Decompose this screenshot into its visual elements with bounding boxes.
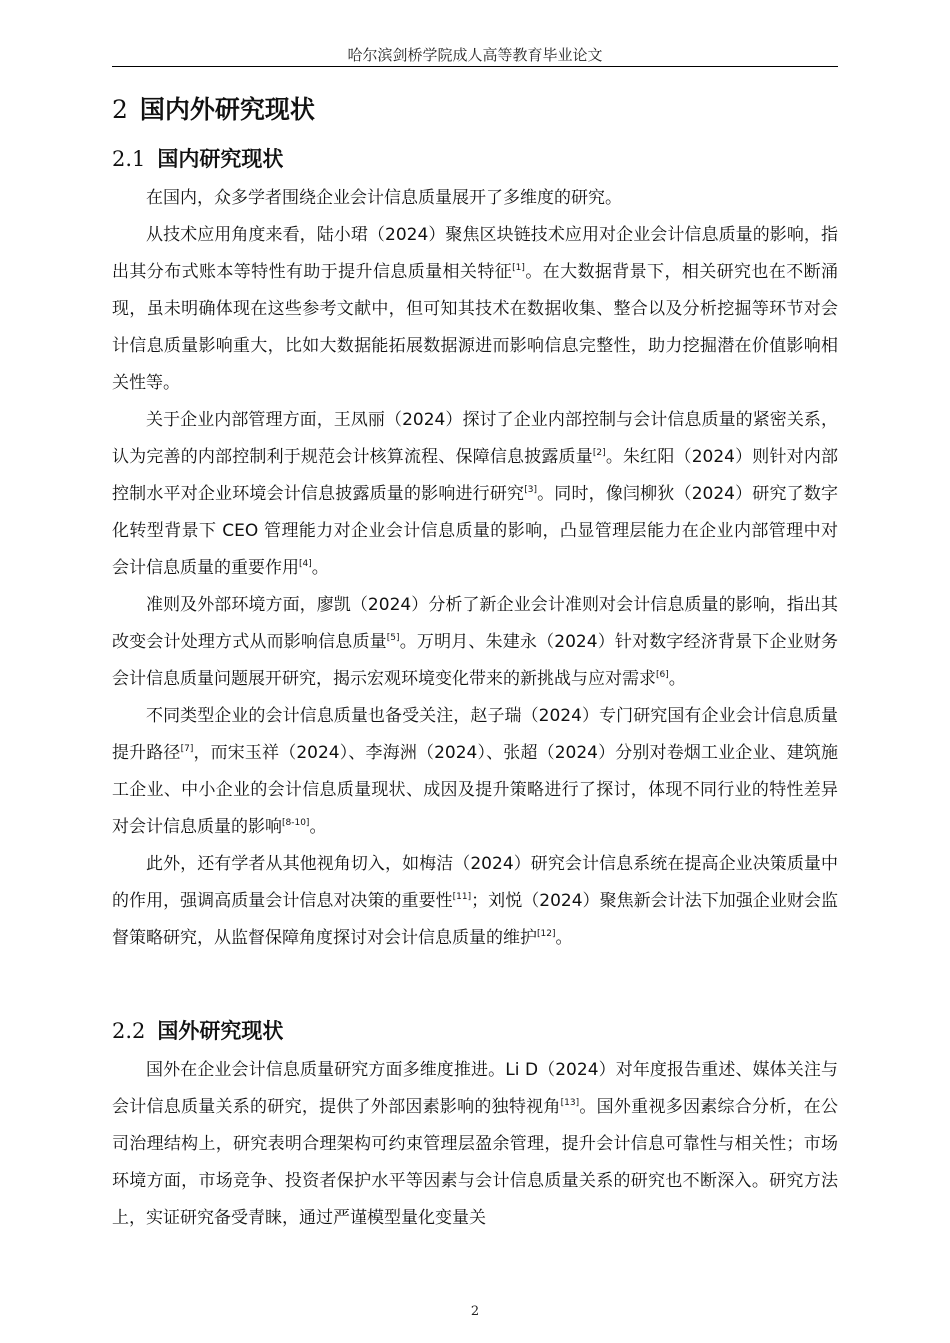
paragraph	[112, 1052, 838, 1237]
chapter-heading	[112, 90, 315, 126]
paragraph-text: 在国内，众多学者围绕企业会计信息质量展开了多维度的研究。	[146, 188, 622, 208]
citation: [5]	[386, 633, 400, 643]
paragraph	[112, 402, 838, 587]
page-number: 2	[470, 1304, 480, 1319]
citation: [12]	[537, 929, 556, 939]
section-body-foreign	[112, 1052, 838, 1237]
citation: [4]	[299, 559, 312, 569]
paragraph-text: 此外，还有学者从其他视角切入，如梅洁（2024）研究会计信息系统在提高企业决策质量中的作用，强调高质量会计信息对决策的重要性	[112, 854, 838, 911]
citation: [2]	[592, 448, 606, 458]
section-heading-foreign	[112, 1015, 283, 1045]
header-rule	[112, 66, 838, 67]
section-title: 国外研究现状	[157, 1019, 284, 1043]
paragraph-text: 。	[309, 817, 327, 837]
chapter-number: 2	[112, 95, 128, 124]
paragraph-text: ；刘悦（2024）聚焦新会计法下加强企业财会监督策略研究，从监督保障角度探讨对会计信息质量的维护	[112, 891, 838, 948]
paragraph	[112, 217, 838, 402]
citation: [3]	[524, 485, 537, 495]
paragraph-text: 。	[311, 558, 329, 578]
paragraph-text: ，而宋玉祥（2024）、李海洲（2024）、张超（2024）分别对卷烟工业企业、建筑施工企业、中小企业的会计信息质量现状、成因及提升策略进行了探讨，体现不同行业的特性差异对会计信息质量的影响	[112, 743, 838, 837]
citation: [1]	[512, 263, 525, 273]
paragraph-text: 准则及外部环境方面，廖凯（2024）分析了新企业会计准则对会计信息质量的影响，指出其改变会计处理方式从而影响信息质量	[112, 595, 838, 652]
paragraph	[112, 180, 838, 217]
section-number: 2.2	[112, 1019, 146, 1043]
section-title: 国内研究现状	[157, 147, 284, 171]
paragraph-text: 从技术应用角度来看，陆小珺（2024）聚焦区块链技术应用对企业会计信息质量的影响，指出其分布式账本等特性有助于提升信息质量相关特征	[112, 225, 838, 282]
section-number: 2.1	[112, 147, 146, 171]
paragraph-text: 。朱红阳（2024）则针对内部控制水平对企业环境会计信息披露质量的影响进行研究	[112, 447, 838, 504]
paragraph-text: 。	[668, 669, 686, 689]
paragraph-text: 。万明月、朱建永（2024）针对数字经济背景下企业财务会计信息质量问题展开研究，揭示宏观环境变化带来的新挑战与应对需求	[112, 632, 839, 689]
paragraph-text: 。在大数据背景下，相关研究也在不断涌现，虽未明确体现在这些参考文献中，但可知其技术在数据收集、整合以及分析挖掘等环节对会计信息质量影响重大，比如大数据能拓展数据源进而影响信息完整性，助力挖掘潜在价值影响相关性等。	[112, 262, 839, 393]
section-heading-domestic	[112, 143, 283, 173]
citation: [7]	[180, 744, 194, 754]
citation: [8-10]	[282, 818, 310, 828]
section-body-domestic	[112, 180, 838, 957]
citation: [13]	[560, 1098, 580, 1108]
paragraph-text: 。	[555, 928, 573, 948]
paragraph-text: 不同类型企业的会计信息质量也备受关注，赵子瑞（2024）专门研究国有企业会计信息质量提升路径	[112, 706, 838, 763]
paragraph	[112, 587, 838, 698]
citation: [6]	[656, 670, 669, 680]
paragraph-text: 。国外重视多因素综合分析，在公司治理结构上，研究表明合理架构可约束管理层盈余管理，提升会计信息可靠性与相关性；市场环境方面，市场竞争、投资者保护水平等因素与会计信息质量关系的研究也不断深入。研究方法上，实证研究备受青睐，通过严谨模型量化变量关	[112, 1097, 839, 1228]
paragraph-text: 关于企业内部管理方面，王凤丽（2024）探讨了企业内部控制与会计信息质量的紧密关系，认为完善的内部控制利于规范会计核算流程、保障信息披露质量	[112, 410, 838, 467]
paragraph-text: 。同时，像闫柳狄（2024）研究了数字化转型背景下 CEO 管理能力对企业会计信息质量的影响，凸显管理层能力在企业内部管理中对会计信息质量的重要作用	[112, 484, 839, 578]
chapter-title: 国内外研究现状	[139, 95, 315, 124]
page-header: 哈尔滨剑桥学院成人高等教育毕业论文	[347, 46, 603, 64]
paragraph	[112, 846, 838, 957]
paragraph	[112, 698, 838, 846]
citation: [11]	[452, 892, 472, 902]
paragraph-text: 国外在企业会计信息质量研究方面多维度推进。Li D（2024）对年度报告重述、媒体关注与会计信息质量关系的研究，提供了外部因素影响的独特视角	[112, 1060, 838, 1117]
